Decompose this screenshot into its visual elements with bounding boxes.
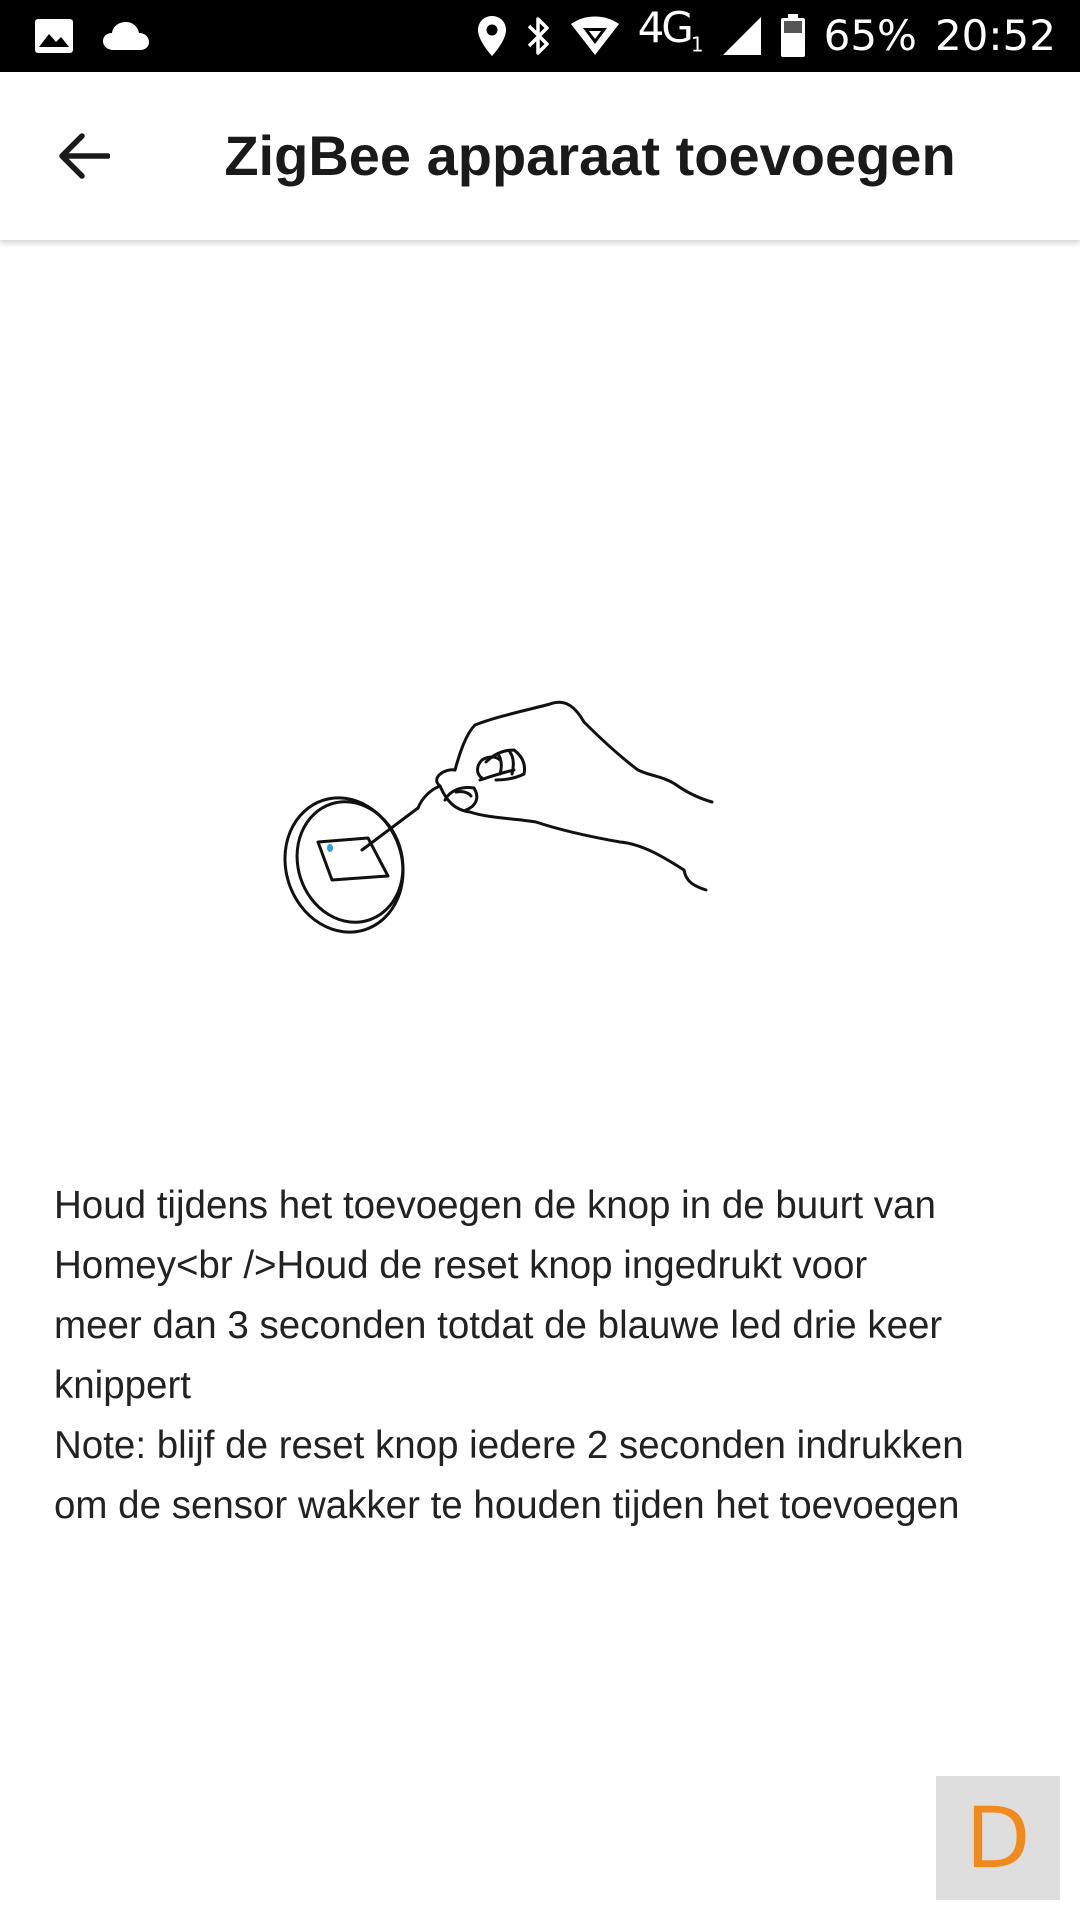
location-icon [476, 15, 508, 57]
cloud-icon [102, 21, 150, 51]
bluetooth-icon [526, 15, 552, 57]
arrow-back-icon [58, 132, 110, 180]
reset-button-illustration [270, 650, 810, 950]
network-type-label: $4G_1$ [637, 2, 704, 57]
clock: 20:52 [934, 11, 1056, 60]
status-right-group [476, 2, 1056, 64]
battery-percent: 65% [823, 11, 917, 60]
page-title: ZigBee apparaat toevoegen [224, 124, 956, 187]
battery-icon [780, 14, 806, 58]
back-button[interactable] [36, 114, 132, 198]
status-bar [0, 0, 1080, 72]
network-sub-label: 1 [690, 32, 704, 57]
app-bar [0, 72, 1080, 240]
instructions-text: Houd tijdens het toevoegen de knop in de buurt van Homey<br />Houd de reset knop ingedrukt voor meer dan 3 seconden totdat de blauwe led drie keer knippert Note: blijf de reset knop iedere 2 seconden indrukken om de sensor wakker te houden tijden het toevoegen [54, 1184, 964, 1527]
status-left-group [34, 14, 150, 58]
wifi-icon [570, 16, 620, 56]
image-icon [34, 18, 74, 54]
signal-icon [722, 16, 762, 56]
overlay-badge-button[interactable]: D [936, 1776, 1060, 1900]
